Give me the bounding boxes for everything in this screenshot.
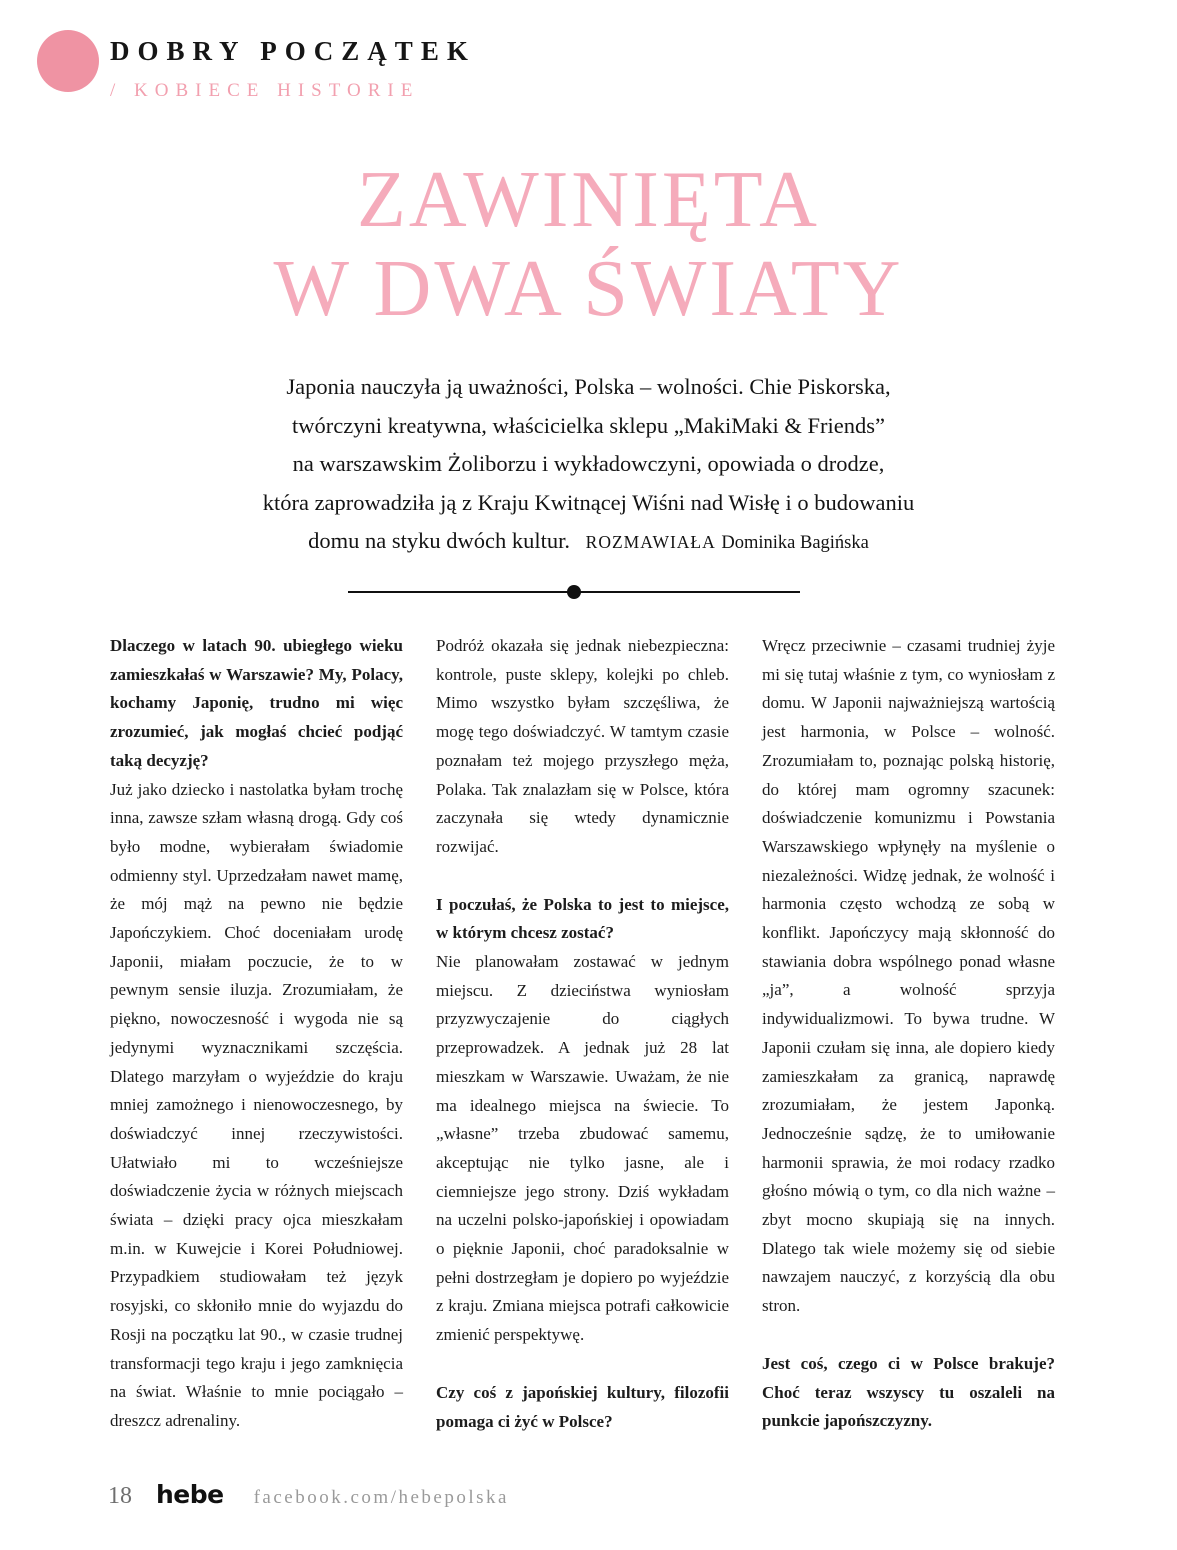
magazine-logo: hebe: [156, 1480, 224, 1509]
page-number: 18: [108, 1483, 132, 1509]
interview-question: Jest coś, czego ci w Polsce brakuje? Choć teraz wszyscy tu oszaleli na punkcie japońszczyzny.: [762, 1353, 1055, 1431]
interviewer-credit-name: Dominika Bagińska: [721, 533, 869, 553]
interview-answer: Nie planowałam zostawać w jednym miejscu. Z dzieciństwa wyniosłam przyzwyczajenie do ciągłych przeprowadzek. A jednak już 28 lat mieszkam w Warszawie. Uważam, że nie ma idealnego miejsca na świecie. To „własne” trzeba zbudować samemu, akceptując nie tylko jasne, ale i ciemniejsze jego strony. Dziś wykładam na uczelni polsko-japońskiej i opowiadam o pięknie Japonii, choć paradoksalnie w pełni dostrzegłam je dopiero po wyjeździe z kraju. Zmiana miejsca potrafi całkowicie zmienić perspektywę.: [436, 952, 729, 1345]
social-handle: facebook.com/hebepolska: [253, 1487, 509, 1508]
accent-circle: [37, 30, 99, 92]
kicker: [110, 36, 476, 102]
interview-answer: Podróż okazała się jednak niebezpieczna: kontrole, puste sklepy, kolejki po chleb. Mimo wszystko byłam szczęśliwa, że mogę tego doświadczyć. W tamtym czasie poznałam też mojego przyszłego męża, Polaka. Tak znalazłam się w Polsce, która zaczynała się wtedy dynamicznie rozwijać.: [436, 636, 729, 856]
section-divider: [348, 584, 800, 599]
article-title-line1: ZAWINIĘTA: [357, 156, 820, 244]
article-column: [110, 632, 403, 1436]
lead-paragraph: [145, 368, 1032, 563]
interview-answer: Już jako dziecko i nastolatka byłam trochę inna, zawsze szłam własną drogą. Gdy coś było modne, wybierałam świadomie odmienny styl. Uprzedzałam nawet mamę, że mój mąż na pewno nie będzie Japończykiem. Choć doceniałam urodę Japonii, miałam poczucie, że to w pewnym sensie iluzja. Zrozumiałam, że piękno, nowoczesność i wygoda nie są jedynymi wyznacznikami szczęścia. Dlatego marzyłam o wyjeździe do kraju mniej zamożnego i nienowoczesnego, by doświadczyć innej rzeczywistości. Ułatwiało mi to wcześniejsze doświadczenie życia w różnych miejscach świata – dzięki pracy ojca mieszkałam m.in. w Kuwejcie i Korei Południowej. Przypadkiem studiowałam też język rosyjski, co skłoniło mnie do wyjazdu do Rosji na początku lat 90., w czasie trudnej transformacji tego kraju i jego zamknięcia na świat. Właśnie to mnie pociągało – dreszcz adrenaliny.: [110, 779, 403, 1430]
article-column: [436, 632, 729, 1436]
interview-question: Czy coś z japońskiej kultury, filozofii pomaga ci żyć w Polsce?: [436, 1382, 729, 1431]
lead-line: domu na styku dwóch kultur.: [308, 528, 571, 553]
interviewer-credit-label: ROZMAWIAŁA: [585, 532, 716, 552]
lead-line: twórczyni kreatywna, właścicielka sklepu „MakiMaki & Friends”: [292, 412, 885, 438]
lead-line: która zaprowadziła ją z Kraju Kwitnącej Wiśni nad Wisłę i o budowaniu: [262, 489, 915, 515]
interview-question: Dlaczego w latach 90. ubiegłego wieku zamieszkałaś w Warszawie? My, Polacy, kochamy Japonię, trudno mi więc zrozumieć, jak mogłaś chcieć podjąć taką decyzję?: [110, 636, 403, 770]
page-footer: [108, 1480, 509, 1510]
interview-answer: Wręcz przeciwnie – czasami trudniej żyje mi się tutaj właśnie z tym, co wyniosłam z domu. W Japonii najważniejszą wartością jest harmonia, w Polsce – wolność. Zrozumiałam to, poznając polską historię, do której mam ogromny szacunek: doświadczenie komunizmu i Powstania Warszawskiego wpłynęły na myślenie o niezależności. Widzę jednak, że wolność i harmonia często wchodzą ze sobą w konflikt. Japończycy mają skłonność do stawiania dobra wspólnego ponad własne „ja”, a wolność sprzyja indywidualizmowi. To bywa trudne. W Japonii czułam się inna, ale dopiero kiedy zamieszkałam za granicą, naprawdę zrozumiałam, że jestem Japonką. Jednocześnie sądzę, że to umiłowanie harmonii sprawia, że moi rodacy rzadko głośno mówią o tym, co dla nich ważne – zbyt mocno skupiają się na innych. Dlatego tak wiele możemy się od siebie nawzajem nauczyć, z korzyścią dla obu stron.: [762, 636, 1055, 1316]
article-columns: [110, 632, 1057, 1436]
divider-dot-icon: [567, 585, 581, 599]
lead-line-last: [145, 522, 1032, 563]
article-title-line2: W DWA ŚWIATY: [273, 245, 904, 333]
article-column: [762, 632, 1055, 1436]
lead-line: Japonia nauczyła ją uważności, Polska – wolności. Chie Piskorska,: [286, 374, 891, 399]
article-title: [0, 156, 1177, 334]
subsection-label: / KOBIECE HISTORIE: [110, 80, 420, 101]
section-label: DOBRY POCZĄTEK: [110, 36, 476, 66]
lead-line: na warszawskim Żoliborzu i wykładowczyni, opowiada o drodze,: [292, 451, 885, 476]
interview-question: I poczułaś, że Polska to jest to miejsce, w którym chcesz zostać?: [436, 894, 729, 943]
